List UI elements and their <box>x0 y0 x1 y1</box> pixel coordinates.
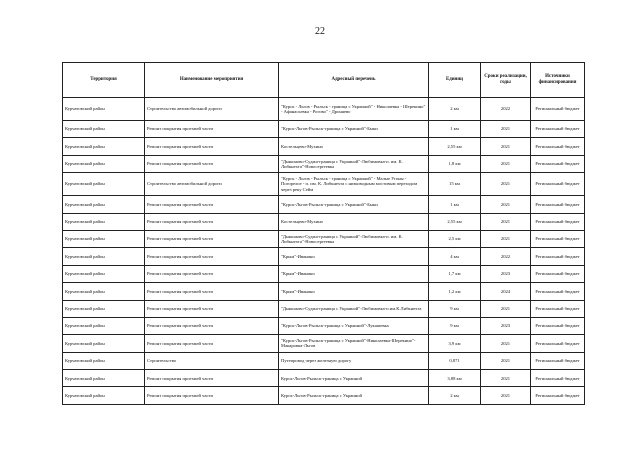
cell-source: Региональный бюджет <box>531 265 585 282</box>
cell-district: Курчатовский район <box>63 335 145 352</box>
cell-district: Курчатовский район <box>63 248 145 265</box>
cell-work: Строительство автомобильной дороги <box>145 173 279 196</box>
cell-year: 2021 <box>481 370 531 387</box>
table-row <box>63 138 585 155</box>
cell-address: "Курск-Льгов-Рыльск-граница с Украиной"-Николаевка-Шерекино"-Макаровка-Льгов <box>279 335 429 352</box>
table-row <box>63 155 585 172</box>
table-row <box>63 196 585 213</box>
cell-address: Курск-Льгов-Рыльск-граница с Украиной <box>279 370 429 387</box>
cell-address: Костельцево-Мухино <box>279 213 429 230</box>
cell-address: Курск-Льгов-Рыльск-граница с Украиной <box>279 387 429 404</box>
cell-year: 2021 <box>481 213 531 230</box>
cell-district: Курчатовский район <box>63 121 145 138</box>
table-row <box>63 283 585 300</box>
cell-work: Ремонт покрытия проезжей части <box>145 283 279 300</box>
cell-work: Ремонт покрытия проезжей части <box>145 387 279 404</box>
cell-district: Курчатовский район <box>63 138 145 155</box>
cell-work: Ремонт покрытия проезжей части <box>145 196 279 213</box>
cell-year: 2021 <box>481 155 531 172</box>
cell-source: Региональный бюджет <box>531 213 585 230</box>
header-address: Адресный перечень <box>279 63 429 98</box>
cell-work: Ремонт покрытия проезжей части <box>145 213 279 230</box>
cell-year: 2023 <box>481 265 531 282</box>
cell-district: Курчатовский район <box>63 370 145 387</box>
cell-district: Курчатовский район <box>63 173 145 196</box>
page-number: 22 <box>315 26 325 37</box>
cell-unit: 0,871 <box>429 352 481 369</box>
table-row <box>63 387 585 404</box>
cell-year: 2021 <box>481 173 531 196</box>
cell-district: Курчатовский район <box>63 387 145 404</box>
header-source: Источники финансирования <box>531 63 585 98</box>
cell-work: Ремонт покрытия проезжей части <box>145 265 279 282</box>
table-row <box>63 248 585 265</box>
cell-address: Костельцево-Мухино <box>279 138 429 155</box>
cell-district: Курчатовский район <box>63 283 145 300</box>
table-row <box>63 265 585 282</box>
cell-district: Курчатовский район <box>63 213 145 230</box>
cell-work: Ремонт покрытия проезжей части <box>145 230 279 247</box>
cell-work: Ремонт покрытия проезжей части <box>145 300 279 317</box>
cell-work: Ремонт покрытия проезжей части <box>145 121 279 138</box>
cell-address: "Дьяконово-Суджа-граница с Украиной"-Любимовка-п. им. К. Либкнехта"-Новосергеевка <box>279 230 429 247</box>
cell-unit: 2 км <box>429 387 481 404</box>
cell-address: "Крым"-Иванино <box>279 283 429 300</box>
cell-work: Ремонт покрытия проезжей части <box>145 335 279 352</box>
cell-year: 2021 <box>481 300 531 317</box>
cell-unit: 1,2 км <box>429 283 481 300</box>
cell-address: "Дьяконово-Суджа-граница с Украиной"-Любимовка-п. им. К. Либкнехта"-Новосергеевка <box>279 155 429 172</box>
cell-address: "Курск-Льгов-Рыльск-граница с Украиной"-Лукашевка <box>279 317 429 334</box>
cell-source: Региональный бюджет <box>531 248 585 265</box>
table-row <box>63 352 585 369</box>
cell-work: Ремонт покрытия проезжей части <box>145 155 279 172</box>
cell-address: "Курск - Льгов - Рыльск - граница с Украиной" - Малые Угоны - Погорелое - п. им. К. Либкнехта с низководным мостовым переходом через реку Сейм <box>279 173 429 196</box>
cell-source: Региональный бюджет <box>531 98 585 121</box>
cell-unit: 4 км <box>429 248 481 265</box>
cell-unit: 2,55 км <box>429 138 481 155</box>
cell-address: "Дьяконово-Суджа-граница с Украиной"-Любимовка-п.им.К.Либкнехта <box>279 300 429 317</box>
cell-district: Курчатовский район <box>63 98 145 121</box>
cell-year: 2023 <box>481 317 531 334</box>
cell-unit: 2,5 км <box>429 230 481 247</box>
cell-unit: 2 км <box>429 98 481 121</box>
table-row <box>63 370 585 387</box>
cell-work: Ремонт покрытия проезжей части <box>145 138 279 155</box>
road-works-table <box>62 62 585 405</box>
cell-unit: 2,55 км <box>429 213 481 230</box>
cell-source: Региональный бюджет <box>531 155 585 172</box>
cell-year: 2022 <box>481 248 531 265</box>
cell-source: Региональный бюджет <box>531 387 585 404</box>
cell-source: Региональный бюджет <box>531 352 585 369</box>
cell-source: Региональный бюджет <box>531 121 585 138</box>
cell-work: Строительство автомобильной дороги <box>145 98 279 121</box>
cell-address: "Курск-Льгов-Рыльск-граница с Украиной"-Быки <box>279 121 429 138</box>
cell-unit: 3,88 км <box>429 370 481 387</box>
cell-source: Региональный бюджет <box>531 335 585 352</box>
cell-year: 2021 <box>481 230 531 247</box>
cell-source: Региональный бюджет <box>531 317 585 334</box>
cell-district: Курчатовский район <box>63 196 145 213</box>
cell-address: Путепровод через железную дорогу <box>279 352 429 369</box>
cell-unit: 1,8 км <box>429 155 481 172</box>
cell-year: 2024 <box>481 283 531 300</box>
table-header-row <box>63 63 585 98</box>
table-row <box>63 317 585 334</box>
cell-district: Курчатовский район <box>63 300 145 317</box>
table-row <box>63 335 585 352</box>
table-row <box>63 121 585 138</box>
cell-address: "Крым"-Иванино <box>279 248 429 265</box>
cell-address: "Курск - Льгов - Рыльск - граница с Украиной" - Николаевка - Шерекино" - Афанасьевка - Рогово" - Дроняево <box>279 98 429 121</box>
cell-address: "Крым"-Иванино <box>279 265 429 282</box>
cell-year: 2021 <box>481 121 531 138</box>
cell-source: Региональный бюджет <box>531 230 585 247</box>
cell-district: Курчатовский район <box>63 230 145 247</box>
cell-source: Региональный бюджет <box>531 138 585 155</box>
cell-district: Курчатовский район <box>63 317 145 334</box>
cell-source: Региональный бюджет <box>531 173 585 196</box>
cell-work: Ремонт покрытия проезжей части <box>145 317 279 334</box>
table-row <box>63 98 585 121</box>
cell-unit: 9 км <box>429 317 481 334</box>
table-row <box>63 213 585 230</box>
header-district: Территория <box>63 63 145 98</box>
table-row <box>63 300 585 317</box>
cell-district: Курчатовский район <box>63 265 145 282</box>
cell-year: 2021 <box>481 387 531 404</box>
cell-year: 2021 <box>481 335 531 352</box>
cell-year: 2021 <box>481 196 531 213</box>
header-work: Наименование мероприятия <box>145 63 279 98</box>
cell-unit: 3,9 км <box>429 335 481 352</box>
table-row <box>63 173 585 196</box>
cell-year: 2021 <box>481 352 531 369</box>
cell-district: Курчатовский район <box>63 352 145 369</box>
header-term: Сроки реализации, годы <box>481 63 531 98</box>
cell-work: Ремонт покрытия проезжей части <box>145 248 279 265</box>
cell-unit: 1 км <box>429 196 481 213</box>
cell-unit: 1,7 км <box>429 265 481 282</box>
table-row <box>63 230 585 247</box>
cell-source: Региональный бюджет <box>531 300 585 317</box>
cell-source: Региональный бюджет <box>531 283 585 300</box>
cell-work: Строительство <box>145 352 279 369</box>
cell-address: "Курск-Льгов-Рыльск-граница с Украиной"-Быки <box>279 196 429 213</box>
cell-year: 2021 <box>481 138 531 155</box>
cell-year: 2022 <box>481 98 531 121</box>
cell-unit: 15 км <box>429 173 481 196</box>
cell-unit: 9 км <box>429 300 481 317</box>
cell-source: Региональный бюджет <box>531 370 585 387</box>
cell-source: Региональный бюджет <box>531 196 585 213</box>
header-unit: Единиц <box>429 63 481 98</box>
cell-work: Ремонт покрытия проезжей части <box>145 370 279 387</box>
cell-unit: 1 км <box>429 121 481 138</box>
cell-district: Курчатовский район <box>63 155 145 172</box>
